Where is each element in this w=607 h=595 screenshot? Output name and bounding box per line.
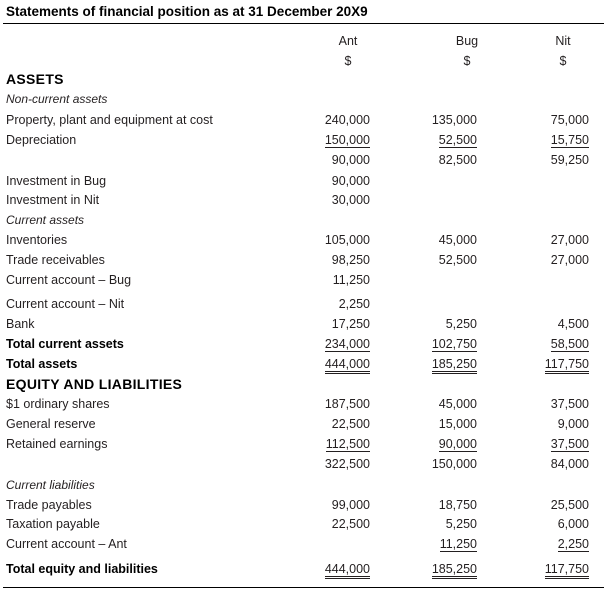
statement-row	[0, 173, 607, 192]
title-rule	[3, 23, 604, 24]
value-ant: 234,000	[324, 337, 370, 351]
row-label: Depreciation	[6, 133, 77, 147]
statement-row	[0, 497, 607, 516]
row-label: Retained earnings	[6, 437, 108, 451]
value-nit: 117,750	[545, 357, 589, 374]
value-nit: 9,000	[557, 417, 589, 431]
value-bug: 45,000	[438, 397, 477, 411]
value-nit: 75,000	[550, 113, 589, 127]
value-bug: 45,000	[438, 233, 477, 247]
value-ant: 11,250	[332, 273, 370, 287]
row-label: Trade payables	[6, 498, 92, 512]
row-label: Non-current assets	[6, 92, 108, 106]
value-ant: 112,500	[325, 437, 370, 451]
value-nit: 84,000	[550, 457, 589, 471]
value-ant: 105,000	[324, 233, 370, 247]
value-nit: 27,000	[550, 253, 589, 267]
value-ant: 22,500	[331, 517, 370, 531]
row-label: Investment in Nit	[6, 193, 100, 207]
statement-row	[0, 132, 607, 151]
row-label: Current account – Bug	[6, 273, 132, 287]
value-nit: 27,000	[550, 233, 589, 247]
statement-row	[0, 516, 607, 535]
value-bug: 52,500	[438, 133, 477, 147]
value-bug: 5,250	[445, 317, 477, 331]
statement-row	[0, 356, 607, 375]
column-name: Nit	[555, 34, 571, 48]
value-ant: 444,000	[325, 357, 370, 374]
value-bug: 15,000	[438, 417, 477, 431]
row-label: Current account – Ant	[6, 537, 127, 551]
value-ant: 187,500	[324, 397, 370, 411]
column-name: Bug	[455, 34, 479, 48]
column-currency: $	[559, 54, 567, 68]
statement-row	[0, 416, 607, 435]
row-label: Current account – Nit	[6, 297, 125, 311]
value-nit: 15,750	[550, 133, 589, 147]
value-nit: 117,750	[545, 562, 589, 579]
row-label: Current liabilities	[6, 478, 95, 492]
statement-row	[0, 112, 607, 131]
statement-row	[0, 436, 607, 455]
value-bug: 11,250	[439, 537, 477, 551]
row-label: Total assets	[6, 357, 78, 371]
row-label: Total current assets	[6, 337, 124, 351]
value-nit: 2,250	[557, 537, 589, 551]
value-bug: 82,500	[438, 153, 477, 167]
value-bug: 18,750	[438, 498, 477, 512]
value-nit: 6,000	[557, 517, 589, 531]
value-nit: 59,250	[550, 153, 589, 167]
value-ant: 444,000	[325, 562, 370, 579]
statement-row	[0, 152, 607, 171]
value-bug: 52,500	[438, 253, 477, 267]
column-currency: $	[463, 54, 471, 68]
row-label: Inventories	[6, 233, 68, 247]
row-label: ASSETS	[6, 71, 64, 87]
row-label: General reserve	[6, 417, 96, 431]
bottom-rule	[3, 587, 604, 588]
value-nit: 25,500	[550, 498, 589, 512]
statement-row	[0, 296, 607, 315]
row-label: Property, plant and equipment at cost	[6, 113, 213, 127]
value-bug: 102,750	[431, 337, 477, 351]
value-nit: 58,500	[550, 337, 589, 351]
value-ant: 99,000	[331, 498, 370, 512]
value-ant: 90,000	[331, 174, 370, 188]
statement-row	[0, 477, 607, 496]
row-label: Investment in Bug	[6, 174, 107, 188]
value-bug: 185,250	[432, 562, 477, 579]
statement-row	[0, 396, 607, 415]
statement-title: Statements of financial position as at 31 December 20X9	[6, 4, 368, 19]
value-nit: 37,500	[550, 397, 589, 411]
value-ant: 98,250	[331, 253, 370, 267]
value-ant: 322,500	[324, 457, 370, 471]
value-ant: 2,250	[338, 297, 370, 311]
statement-row	[0, 91, 607, 110]
value-ant: 90,000	[331, 153, 370, 167]
row-label: Trade receivables	[6, 253, 105, 267]
value-ant: 150,000	[324, 133, 370, 147]
value-ant: 17,250	[331, 317, 370, 331]
value-bug: 185,250	[432, 357, 477, 374]
row-label: Total equity and liabilities	[6, 562, 158, 576]
statement-row	[0, 536, 607, 555]
value-ant: 22,500	[331, 417, 370, 431]
statement-row	[0, 192, 607, 211]
row-label: $1 ordinary shares	[6, 397, 110, 411]
row-label: EQUITY AND LIABILITIES	[6, 376, 183, 392]
statement-row	[0, 232, 607, 251]
statement-row	[0, 252, 607, 271]
value-ant: 240,000	[324, 113, 370, 127]
statement-row	[0, 456, 607, 475]
statement-row	[0, 272, 607, 291]
column-currency: $	[344, 54, 352, 68]
column-name: Ant	[338, 34, 358, 48]
statement-row	[0, 212, 607, 231]
row-label: Bank	[6, 317, 35, 331]
value-bug: 150,000	[431, 457, 477, 471]
value-nit: 4,500	[557, 317, 589, 331]
value-bug: 90,000	[438, 437, 477, 451]
statement-row	[0, 336, 607, 355]
statement-row	[0, 561, 607, 580]
value-bug: 135,000	[431, 113, 477, 127]
statement-row	[0, 316, 607, 335]
value-bug: 5,250	[445, 517, 477, 531]
statement-row	[0, 376, 607, 395]
row-label: Current assets	[6, 213, 85, 227]
value-nit: 37,500	[550, 437, 589, 451]
row-label: Taxation payable	[6, 517, 100, 531]
statement-row	[0, 71, 607, 90]
value-ant: 30,000	[331, 193, 370, 207]
